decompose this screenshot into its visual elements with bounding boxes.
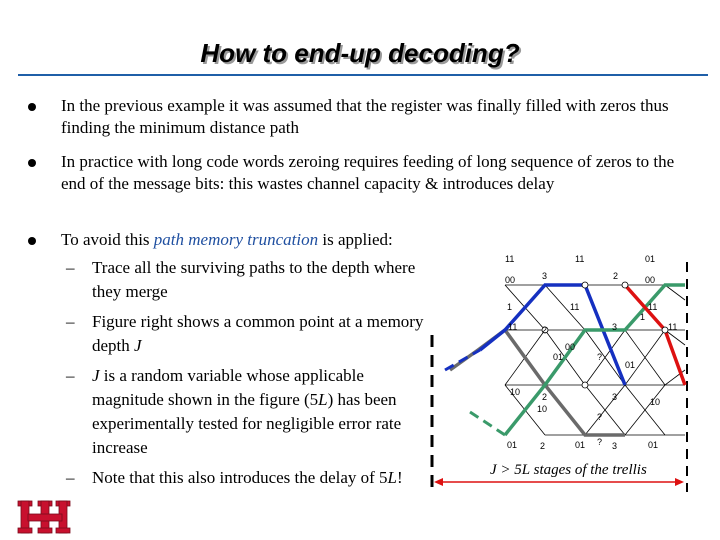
trellis-label: 10 (650, 397, 661, 407)
trellis-label: 11 (575, 254, 585, 264)
trellis-diagram (425, 250, 720, 500)
trellis-label: ? (597, 352, 603, 362)
trellis-label: ? (597, 412, 603, 422)
green-dashed-start (470, 412, 505, 435)
blue-survivor-path (480, 285, 625, 385)
trellis-label: 3 (612, 322, 618, 332)
arrow-right-icon (675, 478, 684, 486)
sub-bullet-3-text (92, 364, 426, 460)
trellis-label: 2 (542, 392, 548, 402)
trellis-label: 3 (612, 392, 618, 402)
bullet-2 (28, 151, 698, 195)
trellis-label: 1 (507, 302, 513, 312)
sub-bullet-2-text (92, 310, 426, 358)
sub-bullet-1-text: Trace all the surviving paths to the depth where they merge (92, 258, 416, 301)
trellis-label: 10 (510, 387, 521, 397)
sub-bullet-3-body-b: ) has been experimentally tested for negligible error rate increase (92, 390, 402, 457)
trellis-label: 00 (505, 275, 516, 285)
trellis-label: 01 (645, 254, 656, 264)
trellis-label: 11 (508, 322, 518, 332)
bullet-1-text: In the previous example it was assumed that the register was finally filled with zeros thus finding the minimum distance path (61, 96, 669, 137)
trellis-label: 3 (612, 441, 618, 451)
trellis-label: 01 (625, 360, 636, 370)
bullet-dot-icon (28, 103, 36, 111)
dash-icon: – (66, 312, 75, 331)
trellis-label: 11 (648, 302, 658, 312)
sub-bullet-2 (66, 310, 426, 358)
dash-icon: – (66, 366, 75, 385)
sub-bullet-4 (66, 466, 426, 490)
bullet-3-text (61, 229, 698, 251)
trellis-label: 2 (613, 271, 619, 281)
trellis-label: 01 (507, 440, 518, 450)
trellis-label: 11 (570, 302, 580, 312)
var-j: J (92, 366, 100, 385)
bullet-dot-icon (28, 237, 36, 245)
trellis-label: 00 (565, 342, 576, 352)
trellis-labels (505, 254, 677, 451)
trellis-label: 1 (640, 312, 646, 322)
bullet-3-after: is applied: (318, 230, 393, 249)
uh-logo-icon (16, 498, 72, 536)
trellis-caption: J > 5L stages of the trellis (490, 462, 647, 478)
trellis-label: 2 (540, 441, 546, 451)
red-survivor-path (625, 285, 685, 385)
slide-title: How to end-up decoding? (200, 38, 520, 68)
title-rule (18, 74, 708, 76)
sub-bullet-3-body-a: is a random variable whose applicable magnitude shown in the figure (5 (92, 366, 364, 409)
sub-bullet-1 (66, 256, 426, 304)
trellis-label: 01 (575, 440, 586, 450)
sub-bullet-3 (66, 364, 426, 460)
dash-icon: – (66, 258, 75, 277)
sub-bullet-2-body: Figure right shows a common point at a memory depth (92, 312, 424, 355)
var-j: J (134, 336, 142, 355)
trellis-label: 10 (537, 404, 548, 414)
arrow-left-icon (434, 478, 443, 486)
path-memory-truncation-term: path memory truncation (153, 230, 319, 249)
blue-dashed-start (445, 350, 480, 370)
sub-bullet-4-end: ! (397, 468, 403, 487)
bullet-1 (28, 95, 698, 139)
trellis-label: 11 (668, 322, 678, 332)
sub-bullet-4-body: Note that this also introduces the delay of 5 (92, 468, 388, 487)
trellis-label: 11 (505, 254, 515, 264)
var-l: L (387, 468, 398, 487)
dash-icon: – (66, 468, 75, 487)
bullet-dot-icon (28, 159, 36, 167)
trellis-label: 01 (553, 352, 564, 362)
sub-bullet-4-text (92, 466, 426, 490)
bullet-3-before: To avoid this (61, 230, 154, 249)
var-l: L (318, 390, 328, 409)
bullet-2-text: In practice with long code words zeroing requires feeding of long sequence of zeros to the end of the message bits: this wastes channel capacity & introduces delay (61, 152, 675, 193)
bullet-3 (28, 229, 698, 251)
trellis-label: 01 (648, 440, 659, 450)
trellis-label: 3 (542, 271, 548, 281)
trellis-label: 2 (542, 325, 548, 335)
trellis-label: 00 (645, 275, 656, 285)
trellis-label: ? (597, 437, 603, 447)
